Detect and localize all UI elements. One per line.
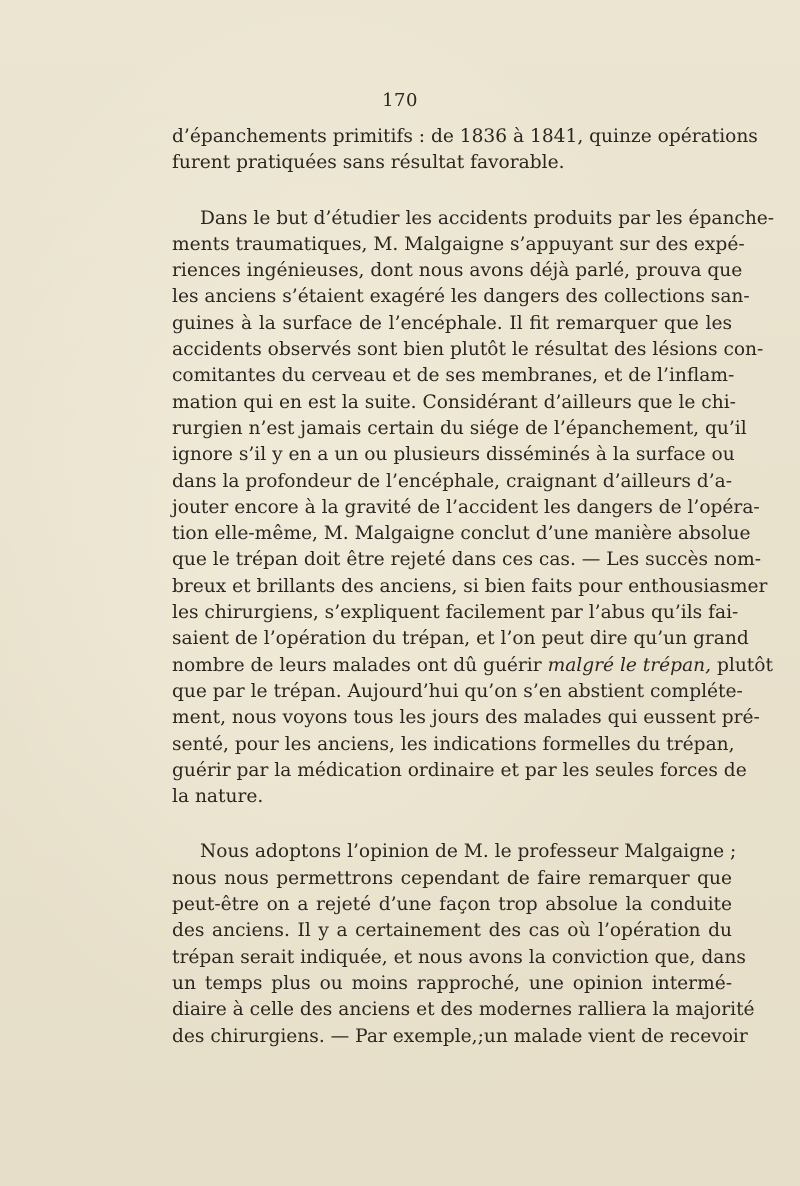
- text-line: rurgien n’est jamais certain du siége de l’épanchement, qu’il: [172, 417, 747, 439]
- text-line: mation qui en est la suite. Considérant d’ailleurs que le chi-: [172, 391, 736, 413]
- text-line: ment, nous voyons tous les jours des malades qui eussent pré-: [172, 707, 760, 729]
- text-line: que par le trépan. Aujourd’hui qu’on s’en abstient compléte-: [172, 680, 743, 702]
- text-line: d’épanchements primitifs : de 1836 à 1841, quinze opérations: [172, 126, 758, 147]
- paragraph-gap: [172, 177, 732, 206]
- text-segment: plutôt: [716, 654, 773, 676]
- text-line: jouter encore à la gravité de l’accident les dangers de l’opéra-: [172, 496, 760, 518]
- text-line: saient de l’opération du trépan, et l’on peut dire qu’un grand: [172, 628, 749, 650]
- text-line-with-italic: [172, 653, 773, 679]
- text-line: des chirurgiens. — Par exemple,;un malade vient de recevoir: [172, 1025, 748, 1047]
- text-line: les chirurgiens, s’expliquent facilement par l’abus qu’ils fai-: [172, 602, 739, 624]
- text-line: guérir par la médication ordinaire et par les seules forces de: [172, 759, 747, 781]
- text-line: la nature.: [172, 786, 264, 808]
- text-line: comitantes du cerveau et de ses membranes, et de l’inflam-: [172, 365, 735, 387]
- text-line: Nous adoptons l’opinion de M. le professeur Malgaigne ;: [200, 841, 737, 863]
- text-segment: nombre de leurs malades ont dû guérir: [172, 654, 542, 676]
- text-line: breux et brillants des anciens, si bien faits pour enthousiasmer: [172, 575, 768, 597]
- text-line: ments traumatiques, M. Malgaigne s’appuyant sur des expé-: [172, 233, 745, 255]
- body-text: [172, 124, 775, 1050]
- text-line: trépan serait indiquée, et nous avons la conviction que, dans: [172, 946, 746, 968]
- text-line: nous nous permettrons cependant de faire remarquer que: [172, 867, 732, 889]
- text-line: diaire à celle des anciens et des modernes ralliera la majorité: [172, 999, 755, 1021]
- text-line: un temps plus ou moins rapproché, une opinion intermé-: [172, 972, 732, 994]
- text-line: dans la profondeur de l’encéphale, craignant d’ailleurs d’a-: [172, 470, 732, 492]
- italic-phrase: malgré le trépan,: [547, 654, 712, 676]
- text-line: senté, pour les anciens, les indications formelles du trépan,: [172, 733, 735, 755]
- text-line: les anciens s’étaient exagéré les dangers des collections san-: [172, 286, 750, 308]
- text-line: tion elle-même, M. Malgaigne conclut d’une manière absolue: [172, 523, 751, 545]
- text-line: riences ingénieuses, dont nous avons déjà parlé, prouva que: [172, 260, 743, 282]
- paragraph-gap: [172, 810, 732, 839]
- page-number: 170: [382, 90, 418, 111]
- text-line: accidents observés sont bien plutôt le résultat des lésions con-: [172, 339, 764, 361]
- text-line: que le trépan doit être rejeté dans ces cas. — Les succès nom-: [172, 549, 761, 571]
- text-line: Dans le but d’étudier les accidents produits par les épanche-: [200, 207, 775, 229]
- text-line: guines à la surface de l’encéphale. Il fit remarquer que les: [172, 312, 732, 334]
- text-line: peut-être on a rejeté d’une façon trop absolue la conduite: [172, 894, 732, 916]
- text-line: ignore s’il y en a un ou plusieurs disséminés à la surface ou: [172, 444, 735, 466]
- text-line: des anciens. Il y a certainement des cas où l’opération du: [172, 920, 732, 942]
- text-line: furent pratiquées sans résultat favorable.: [172, 152, 565, 174]
